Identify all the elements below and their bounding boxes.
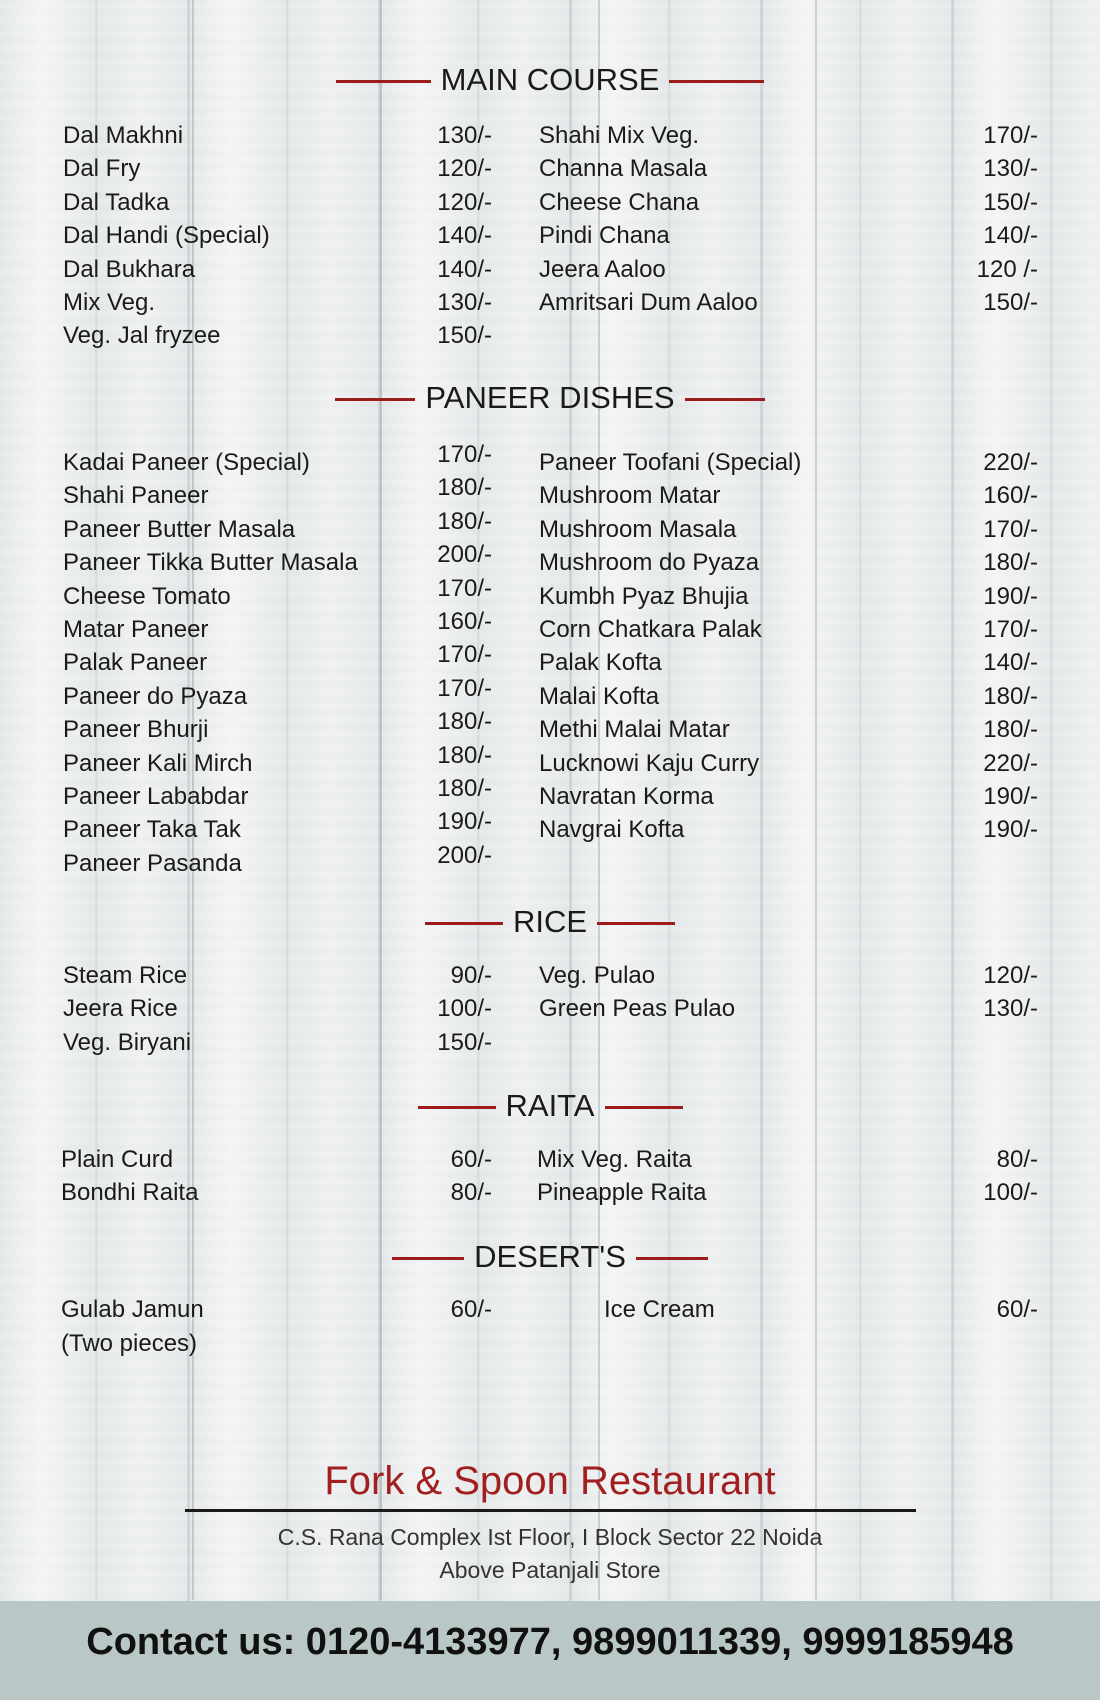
menu-item-name: Amritsari Dum Aaloo xyxy=(539,289,758,316)
menu-item-name: Mix Veg. xyxy=(63,289,156,316)
menu-item-name: Lucknowi Kaju Curry xyxy=(539,749,760,777)
menu-item-name: Paneer Lababdar xyxy=(63,783,249,810)
menu-item-price: 80/- xyxy=(996,1146,1038,1173)
menu-item-name: Paneer do Pyaza xyxy=(63,682,248,710)
menu-item-price: 220/- xyxy=(983,749,1038,777)
menu-item-price: 120 /- xyxy=(976,255,1038,283)
menu-item-price: 130/- xyxy=(437,289,492,316)
menu-item-price: 150/- xyxy=(437,1028,492,1056)
menu-item-price: 170/- xyxy=(437,641,492,669)
menu-item-name: Paneer Butter Masala xyxy=(63,515,296,543)
menu-item-price: 180/- xyxy=(437,775,492,802)
menu-item-name: Navratan Korma xyxy=(539,783,714,810)
menu-item-price: 180/- xyxy=(437,708,492,736)
menu-item-price: 190/- xyxy=(983,816,1038,844)
menu-item-name: Pindi Chana xyxy=(539,222,670,250)
menu-item-price: 120/- xyxy=(437,188,492,216)
contact-numbers: Contact us: 0120-4133977, 9899011339, 9999185948 xyxy=(86,1621,1014,1663)
menu-item-name: Jeera Aaloo xyxy=(539,255,666,283)
menu-item-price: 180/- xyxy=(437,741,492,769)
menu-item-name: Navgrai Kofta xyxy=(539,816,685,844)
menu-item-name: Bondhi Raita xyxy=(61,1179,199,1207)
divider xyxy=(185,1509,916,1512)
menu-item-name: Palak Kofta xyxy=(539,649,662,677)
menu-item-price: 160/- xyxy=(437,608,492,635)
menu-item-name: Cheese Tomato xyxy=(63,582,231,610)
menu-item-name: Steam Rice xyxy=(63,962,188,989)
menu-item-name: Paneer Tikka Butter Masala xyxy=(63,549,358,577)
menu-item-name: Kumbh Pyaz Bhujia xyxy=(539,582,749,610)
menu-item-price: 180/- xyxy=(983,716,1038,744)
menu-item-price: 140/- xyxy=(437,255,492,283)
address-line-1: C.S. Rana Complex Ist Floor, I Block Sector 22 Noida xyxy=(277,1524,823,1550)
menu-item-price: 180/- xyxy=(437,474,492,502)
menu-item-name: Shahi Mix Veg. xyxy=(539,122,700,149)
menu-item-name: Veg. Pulao xyxy=(539,962,656,989)
menu-item-price: 170/- xyxy=(437,441,492,468)
menu-item-name: Ice Cream xyxy=(604,1296,715,1323)
menu-item-price: 180/- xyxy=(983,682,1038,710)
section-title-deserts: DESERT'S xyxy=(0,1239,1100,1275)
menu-item-name: Gulab Jamun xyxy=(61,1296,204,1323)
menu-item-price: 200/- xyxy=(437,841,492,869)
menu-item-price: 180/- xyxy=(983,549,1038,577)
menu-item-price: 60/- xyxy=(450,1146,492,1173)
menu-item-name: Cheese Chana xyxy=(539,188,700,216)
menu-item-name: Palak Paneer xyxy=(63,649,208,677)
menu-item-name: Malai Kofta xyxy=(539,682,660,710)
menu-item-name: Veg. Biryani xyxy=(63,1028,192,1056)
menu-item-price: 140/- xyxy=(983,649,1038,677)
menu-item-name: Mix Veg. Raita xyxy=(537,1146,692,1173)
menu-item-name: Mushroom Masala xyxy=(539,515,737,543)
section-title-paneer-dishes: PANEER DISHES xyxy=(0,380,1100,416)
menu-item-price: 200/- xyxy=(437,541,492,569)
menu-item-price: 170/- xyxy=(437,574,492,602)
menu-item-name: Methi Malai Matar xyxy=(539,716,730,744)
menu-item-name: Paneer Kali Mirch xyxy=(63,749,253,777)
section-title-rice: RICE xyxy=(0,904,1100,940)
menu-item-price: 150/- xyxy=(983,188,1038,216)
menu-item-price: 120/- xyxy=(983,962,1038,989)
menu-item-price: 130/- xyxy=(983,155,1038,183)
menu-item-price: 190/- xyxy=(983,582,1038,610)
menu-item-name: Paneer Pasanda xyxy=(63,849,242,877)
menu-item-name: Mushroom Matar xyxy=(539,482,721,510)
menu-item-name: Dal Fry xyxy=(63,155,141,183)
menu-item-price: 60/- xyxy=(450,1296,492,1323)
address-line-2: Above Patanjali Store xyxy=(439,1557,661,1583)
menu-item-name: Kadai Paneer (Special) xyxy=(63,449,310,476)
menu-item-name: Veg. Jal fryzee xyxy=(63,322,221,350)
menu-item-price: 140/- xyxy=(983,222,1038,250)
wood-plank-seam xyxy=(815,0,817,1600)
menu-item-price: 180/- xyxy=(437,507,492,535)
menu-item-price: 160/- xyxy=(983,482,1038,510)
menu-item-name: Pineapple Raita xyxy=(537,1179,707,1207)
menu-item-price: 170/- xyxy=(983,515,1038,543)
menu-item-price: 60/- xyxy=(996,1296,1038,1323)
menu-item-price: 130/- xyxy=(437,122,492,149)
menu-item-price: 170/- xyxy=(983,122,1038,149)
menu-item-name: Channa Masala xyxy=(539,155,708,183)
menu-item-name: Dal Tadka xyxy=(63,188,170,216)
menu-item-price: 90/- xyxy=(450,962,492,989)
menu-item-name: Dal Bukhara xyxy=(63,255,196,283)
restaurant-name: Fork & Spoon Restaurant xyxy=(324,1459,776,1503)
menu-item-name: Green Peas Pulao xyxy=(539,995,736,1023)
menu-item-price: 100/- xyxy=(437,995,492,1023)
menu-item-name: Shahi Paneer xyxy=(63,482,209,510)
menu-item-price: 190/- xyxy=(983,783,1038,810)
section-title-raita: RAITA xyxy=(0,1088,1100,1124)
menu-item-name: Mushroom do Pyaza xyxy=(539,549,760,577)
menu-item-price: 170/- xyxy=(437,674,492,702)
menu-item-name: Dal Handi (Special) xyxy=(63,222,270,250)
menu-item-price: 170/- xyxy=(983,616,1038,643)
menu-item-name: Paneer Taka Tak xyxy=(63,816,241,844)
menu-item-name: Paneer Bhurji xyxy=(63,716,209,744)
menu-item-price: 120/- xyxy=(437,155,492,183)
menu-item-price: 150/- xyxy=(983,289,1038,316)
menu-item-name: Dal Makhni xyxy=(63,122,184,149)
section-title-main-course: MAIN COURSE xyxy=(0,62,1100,98)
menu-item-name: Plain Curd xyxy=(61,1146,174,1173)
menu-item-price: 150/- xyxy=(437,322,492,350)
menu-item-price: 140/- xyxy=(437,222,492,250)
menu-item-price: 100/- xyxy=(983,1179,1038,1207)
menu-item-name: Corn Chatkara Palak xyxy=(539,616,762,643)
menu-item-name: Paneer Toofani (Special) xyxy=(539,449,802,476)
menu-item-price: 130/- xyxy=(983,995,1038,1023)
menu-item-name: Jeera Rice xyxy=(63,995,178,1023)
menu-item-name: Matar Paneer xyxy=(63,616,209,643)
menu-item-price: 80/- xyxy=(450,1179,492,1207)
menu-item-note: (Two pieces) xyxy=(61,1330,198,1357)
wood-plank-seam xyxy=(380,0,382,1600)
menu-item-price: 220/- xyxy=(983,449,1038,476)
menu-item-price: 190/- xyxy=(437,808,492,836)
